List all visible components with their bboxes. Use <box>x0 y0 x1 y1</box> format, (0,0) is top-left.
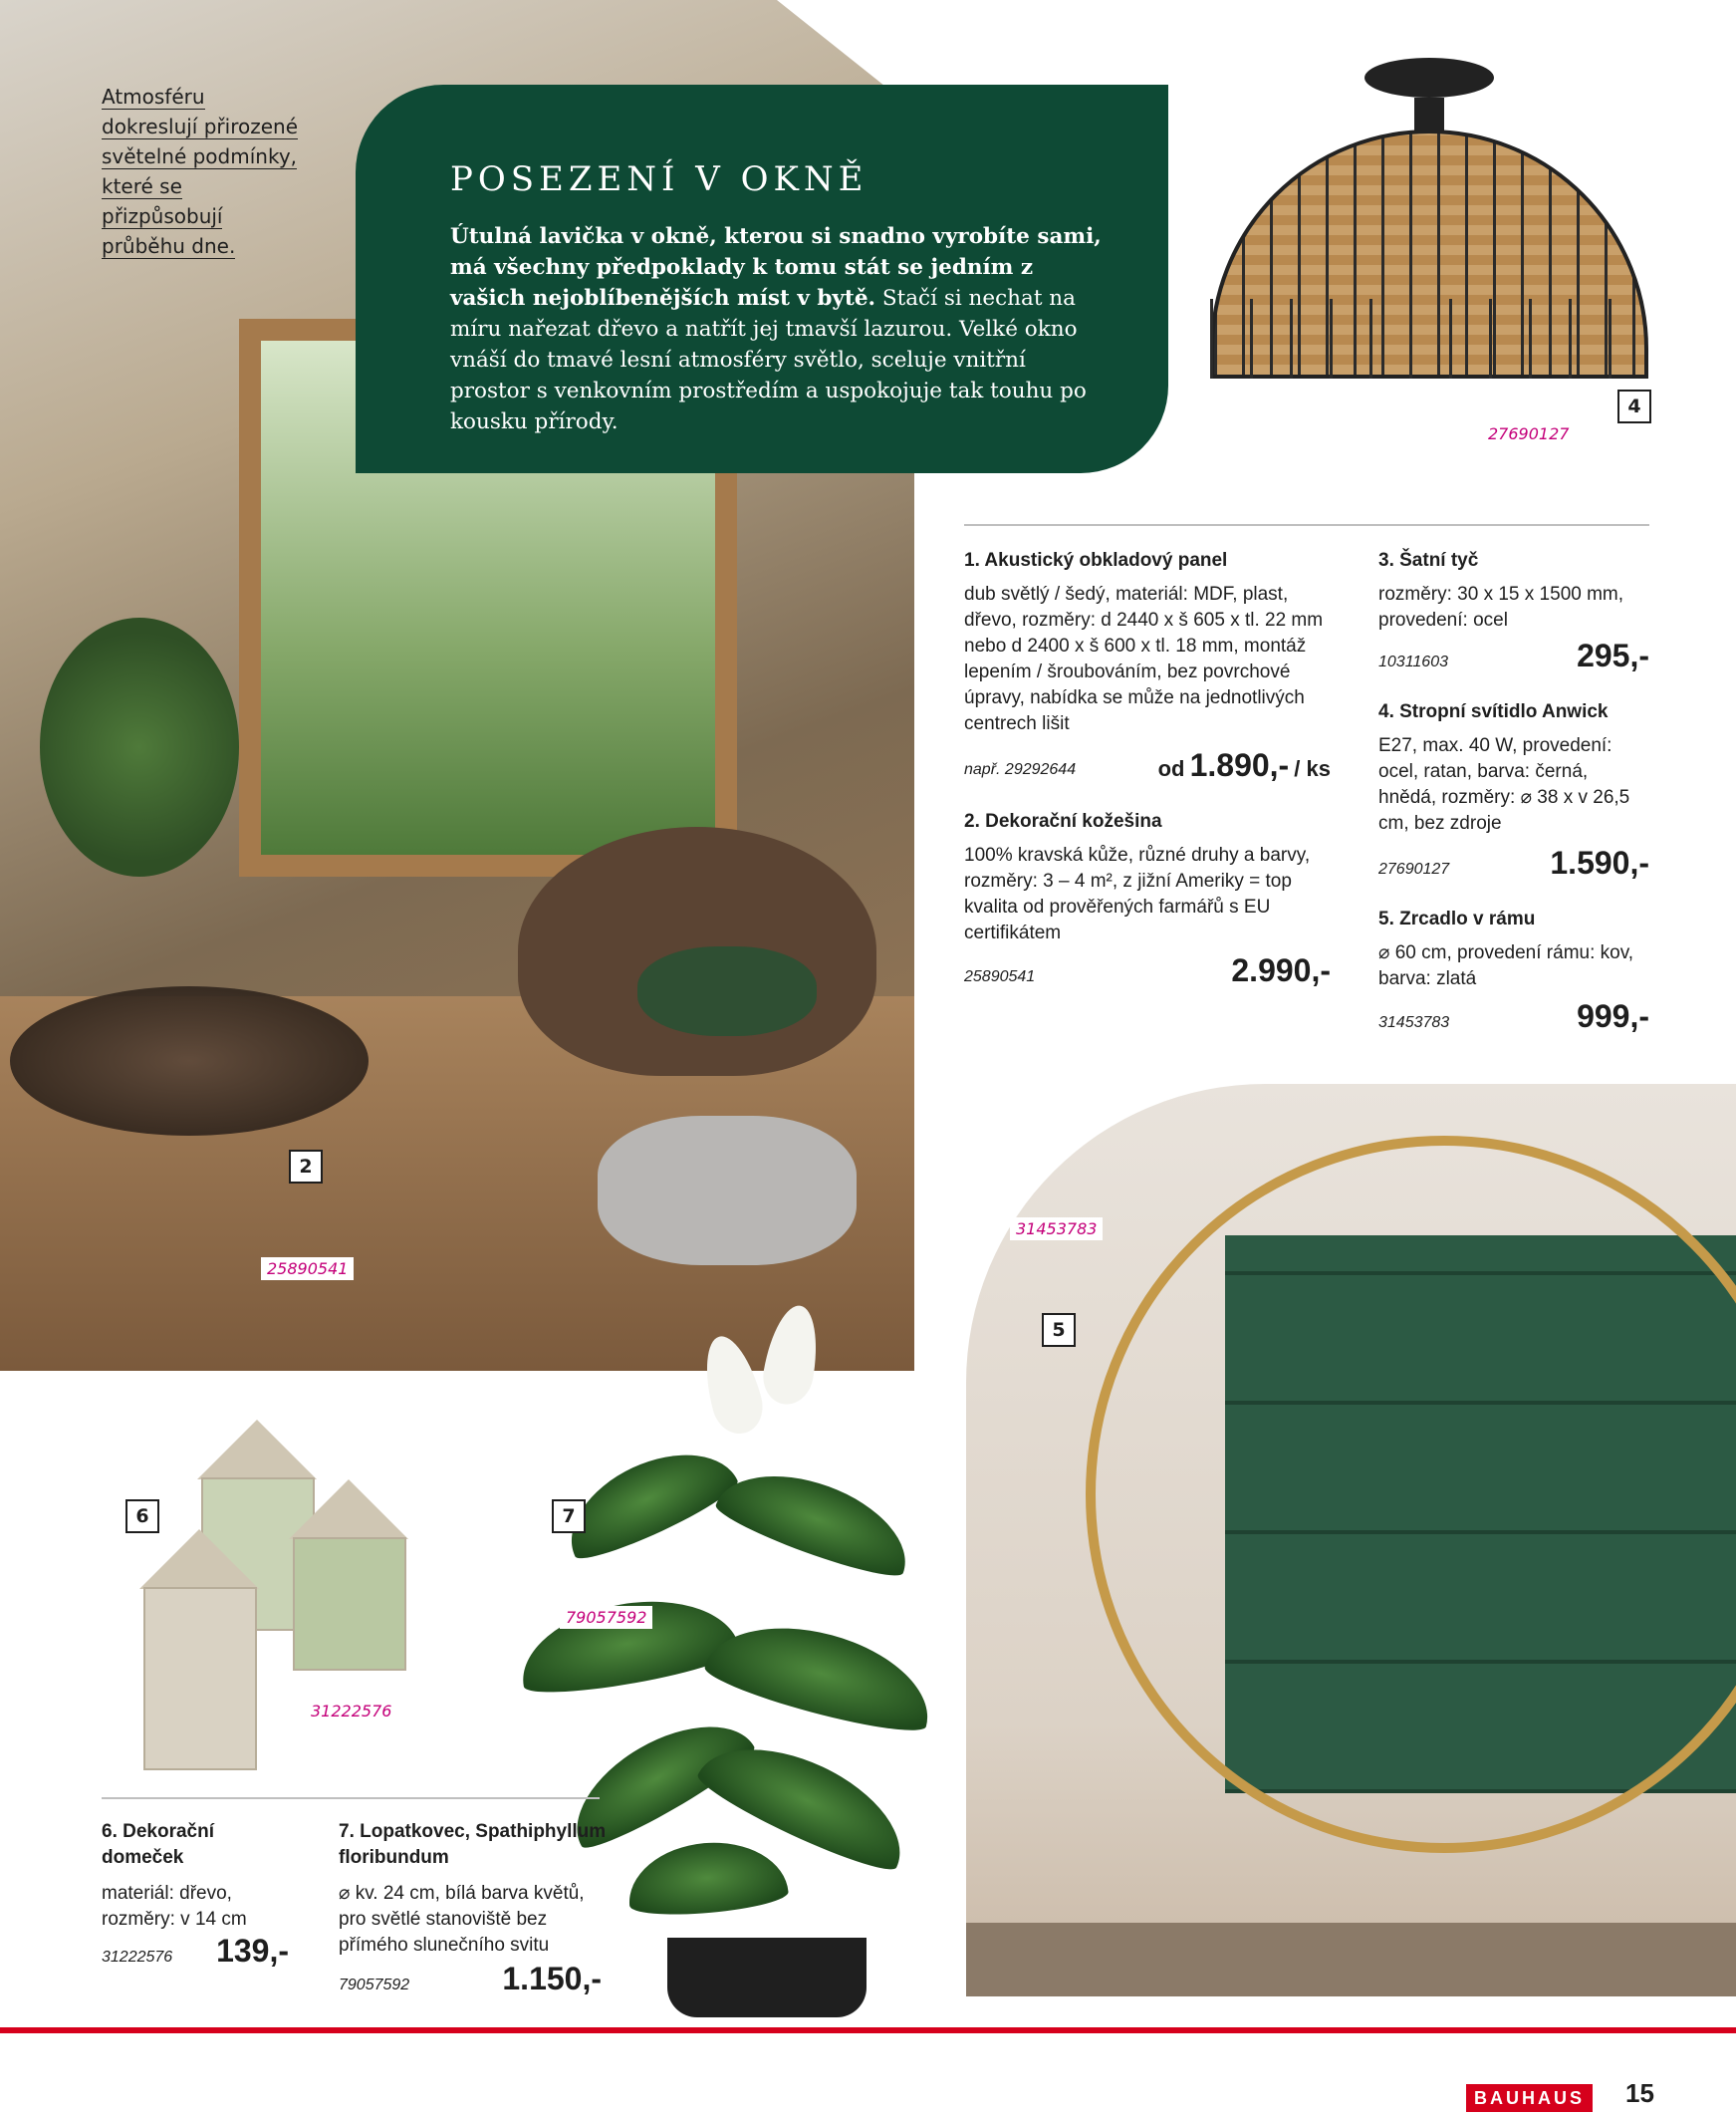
house-roof-image <box>197 1420 317 1479</box>
product-6-code: 31222576 <box>102 1949 173 1966</box>
product-4-desc: E27, max. 40 W, provedení: ocel, ratan, barva: černá, hnědá, rozměry: ⌀ 38 x v 26,5 cm, bez zdroje <box>1378 735 1630 834</box>
product-3-price: 295,- <box>1577 638 1649 673</box>
product-1-price: 1.890,- <box>1189 747 1290 783</box>
decor-houses-photo <box>129 1420 339 1719</box>
product-3-desc: rozměry: 30 x 15 x 1500 mm, provedení: ocel <box>1378 584 1624 631</box>
bauhaus-logo: BAUHAUS <box>1466 2084 1593 2112</box>
product-1-desc: dub světlý / šedý, materiál: MDF, plast, dřevo, rozměry: d 2440 x š 605 x tl. 22 mm nebo d 2400 x š 600 x tl. 18 mm, montáž lepením / šroubováním, bez povrchové úpravy, nabídka se může na jednotlivých centrech lišit <box>964 584 1324 734</box>
product-2-title: 2. Dekorační kožešina <box>964 811 1162 832</box>
feature-title: POSEZENÍ V OKNĚ <box>450 159 868 199</box>
leaf-image <box>701 1606 943 1742</box>
leaf-image <box>711 1453 922 1586</box>
product-1-code: např. 29292644 <box>964 761 1077 778</box>
leaf-image <box>513 1586 743 1703</box>
house-roof-image <box>139 1529 259 1589</box>
image-badge-4: 4 <box>1617 390 1651 423</box>
product-7-desc: ⌀ kv. 24 cm, bílá barva květů, pro světlé stanoviště bez přímého slunečního svitu <box>339 1883 585 1956</box>
room-plant-image <box>40 618 239 877</box>
image-badge-2: 2 <box>289 1150 323 1184</box>
product-3-title: 3. Šatní tyč <box>1378 550 1479 571</box>
product-1-title: 1. Akustický obkladový panel <box>964 550 1228 571</box>
leaf-image <box>624 1836 789 1920</box>
product-5-title: 5. Zrcadlo v rámu <box>1378 909 1536 929</box>
product-7-code: 79057592 <box>339 1977 410 1993</box>
image-badge-7: 7 <box>552 1499 586 1533</box>
cowhide-rug-image <box>10 986 369 1136</box>
product-4-title: 4. Stropní svítidlo Anwick <box>1378 701 1609 722</box>
image-article-4: 27690127 <box>1482 422 1575 445</box>
product-5-desc: ⌀ 60 cm, provedení rámu: kov, barva: zlatá <box>1378 942 1634 989</box>
product-2-desc: 100% kravská kůže, různé druhy a barvy, rozměry: 3 – 4 m², z jižní Ameriky = top kvalita od prověřených farmářů s EU certifikátem <box>964 845 1311 943</box>
page-number: 15 <box>1625 2078 1654 2108</box>
products-divider <box>964 524 1649 526</box>
house-image <box>293 1537 406 1671</box>
feature-body-bold: Útulná lavička v okně, kterou si snadno vyrobíte sami, má všechny předpoklady k tomu stát se jedním z vašich nejoblíbenějších míst v bytě. <box>450 224 1102 311</box>
stool-image <box>598 1116 857 1265</box>
image-article-6: 31222576 <box>305 1700 397 1722</box>
green-pillow-image <box>637 946 817 1036</box>
product-2-code: 25890541 <box>964 968 1036 985</box>
image-badge-6: 6 <box>125 1499 159 1533</box>
image-article-2: 25890541 <box>261 1257 354 1280</box>
footer-rule <box>0 2027 1736 2033</box>
product-5-code: 31453783 <box>1378 1014 1450 1031</box>
dresser-image <box>966 1923 1736 1996</box>
product-5-price: 999,- <box>1577 998 1649 1034</box>
feature-body <box>450 221 1108 437</box>
image-article-7: 79057592 <box>560 1606 652 1629</box>
product-1-price-block <box>1145 747 1331 784</box>
house-roof-image <box>289 1479 408 1539</box>
lamp-mount-image <box>1364 58 1494 98</box>
product-1-price-suffix: / ks <box>1294 756 1331 781</box>
plant-pot-image <box>667 1938 867 2017</box>
product-1-price-prefix: od <box>1157 756 1185 781</box>
product-4-price: 1.590,- <box>1550 845 1649 881</box>
image-article-5: 31453783 <box>1010 1217 1103 1240</box>
bottom-products-divider <box>102 1797 600 1799</box>
product-3-code: 10311603 <box>1378 654 1448 670</box>
lamp-cage-image <box>1210 299 1648 379</box>
product-6-desc: materiál: dřevo, rozměry: v 14 cm <box>102 1883 247 1930</box>
product-6-price: 139,- <box>216 1933 289 1969</box>
feature-body-regular: Stačí si nechat na míru nařezat dřevo a natřít jej tmavší lazurou. Velké okno vnáší do tmavé lesní atmosféry světlo, sceluje vnitřní prostor s venkovním prostředím a uspokojuje tak touhu po kousku přírody. <box>450 286 1087 434</box>
product-7-title: 7. Lopatkovec, Spathiphyllum floribundum <box>339 1821 607 1868</box>
product-6-title: 6. Dekorační domeček <box>102 1821 214 1868</box>
product-7-price: 1.150,- <box>502 1961 602 1996</box>
product-2-price: 2.990,- <box>1231 952 1331 988</box>
flower-image <box>759 1301 826 1408</box>
image-badge-5: 5 <box>1042 1313 1076 1347</box>
intro-caption: Atmosféru dokreslují přirozené světelné podmínky, které se přizpůsobují průběhu dne. <box>102 85 299 258</box>
product-4-code: 27690127 <box>1378 861 1450 878</box>
house-image <box>143 1587 257 1770</box>
flower-image <box>695 1330 769 1440</box>
